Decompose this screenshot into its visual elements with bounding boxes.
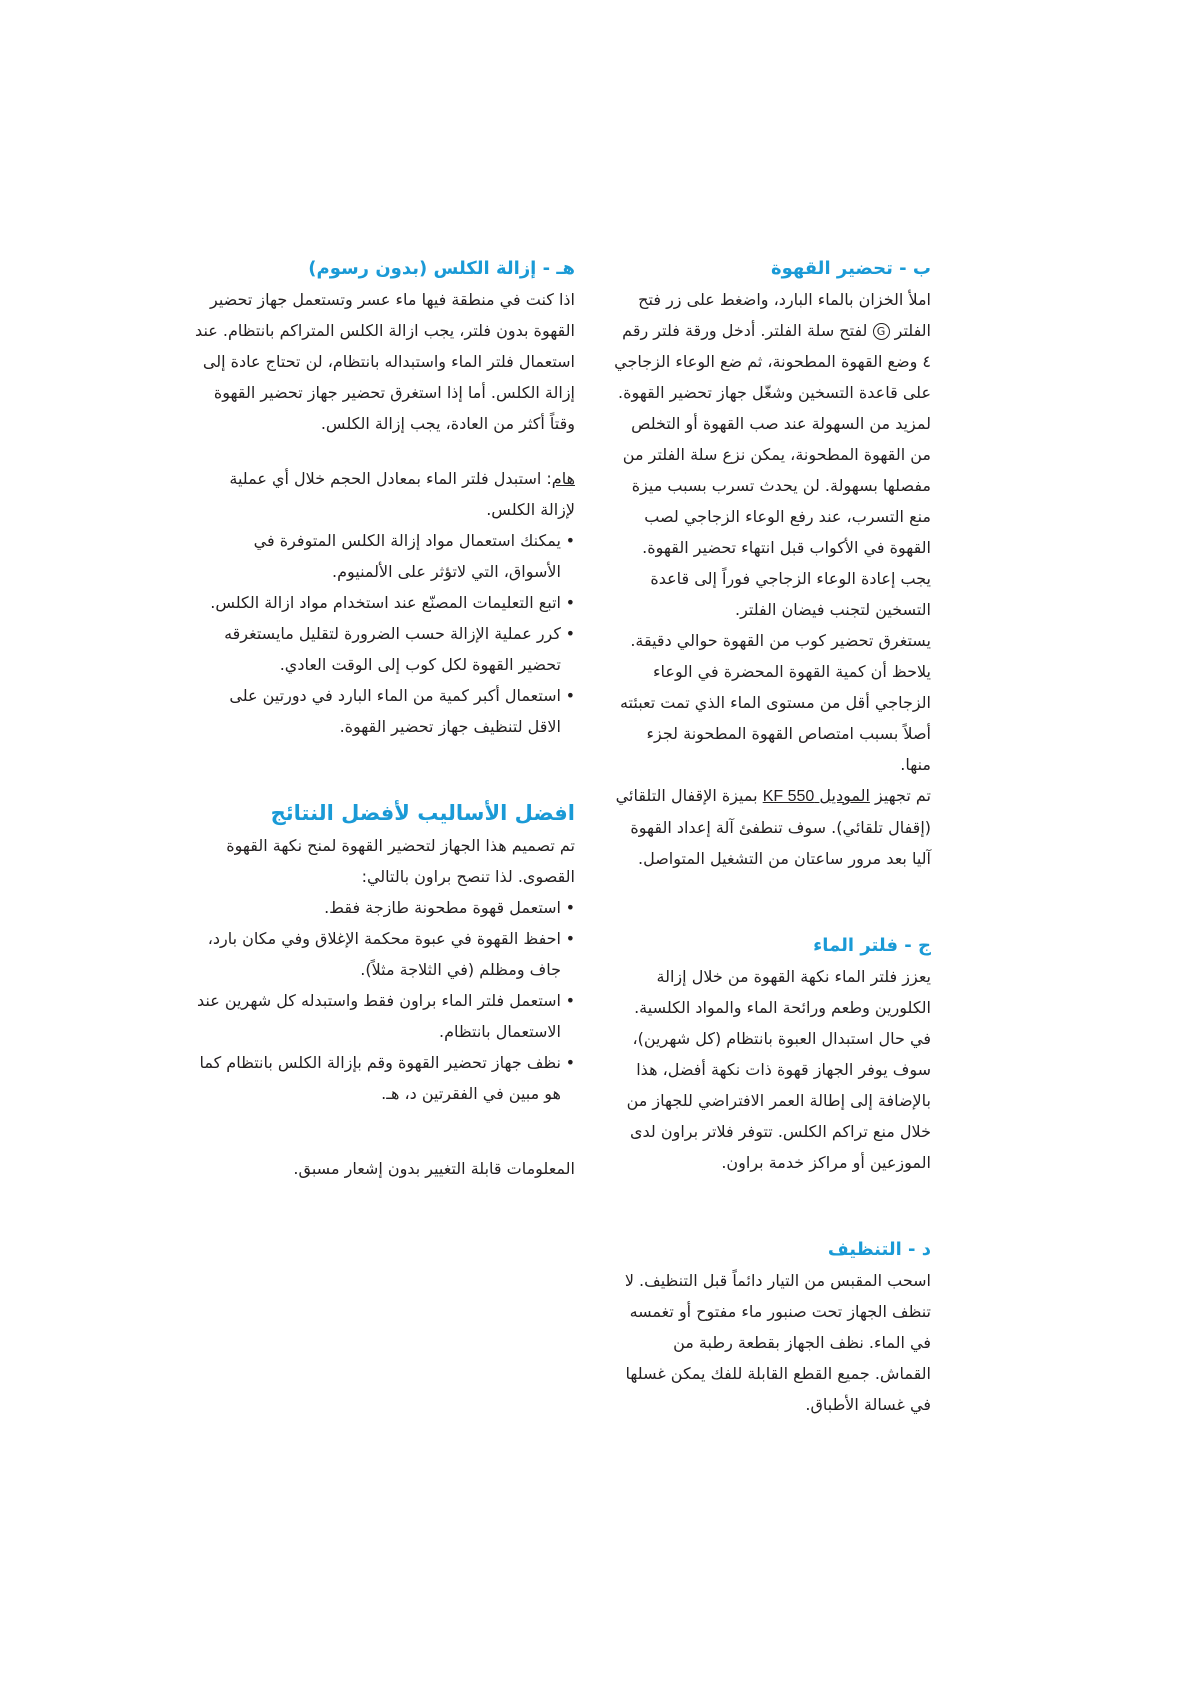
list-item: • احفظ القهوة في عبوة محكمة الإغلاق وفي مكان بارد، جاف ومظلم (في الثلاجة مثلاً). (195, 923, 575, 985)
note-label: هام (551, 469, 575, 488)
list-item: • كرر عملية الإزالة حسب الضرورة لتقليل مايستغرقه تحضير القهوة لكل كوب إلى الوقت العادي. (195, 618, 575, 680)
section-b-paragraph-2: يستغرق تحضير كوب من القهوة حوالي دقيقة. يلاحظ أن كمية القهوة المحضرة في الوعاء الزجاجي أقل من مستوى الماء الذي تمت تعبئته أصلاً بسبب امتصاص القهوة المطحونة لجزء منها. (619, 631, 931, 774)
section-best-title: افضل الأساليب لأفضل النتائج (270, 801, 575, 825)
list-item: • استعمال أكبر كمية من الماء البارد في دورتين على الاقل لتنظيف جهاز تحضير القهوة. (195, 680, 575, 742)
section-b (613, 253, 931, 874)
list-item: • نظف جهاز تحضير القهوة وقم بإزالة الكلس بانتظام كما هو مبين في الفقرتين د، هـ. (195, 1047, 575, 1109)
list-item: • استعمل قهوة مطحونة طازجة فقط. (195, 892, 575, 923)
section-b-paragraph-1: املأ الخزان بالماء البارد، واضغط على زر فتح الفلتر G لفتح سلة الفلتر. أدخل ورقة فلتر رقم ٤ وضع القهوة المطحونة، ثم ضع الوعاء الزجاجي على قاعدة التسخين وشغّل جهاز تحضير القهوة. لمزيد من السهولة عند صب القهوة أو التخلص من القهوة المطحونة، يمكن نزع سلة الفلتر من مفصلها بسهولة. لن يحدث تسرب بسبب ميزة منع التسرب، عند رفع الوعاء الزجاجي لصب القهوة في الأكواب قبل انتهاء تحضير القهوة. يجب إعادة الوعاء الزجاجي فوراً إلى قاعدة التسخين لتجنب فيضان الفلتر. (614, 290, 931, 619)
model-underlined: الموديل KF 550 (762, 786, 870, 805)
section-e-title: هـ - إزالة الكلس (بدون رسوم) (308, 258, 575, 279)
filter-button-g-icon: G (873, 323, 890, 340)
section-e-bullets (195, 525, 575, 742)
section-c (613, 930, 931, 1178)
left-column (195, 253, 575, 1184)
section-best (195, 796, 575, 1109)
section-e-paragraph: اذا كنت في منطقة فيها ماء عسر وتستعمل جهاز تحضير القهوة بدون فلتر، يجب ازالة الكلس المتراكم بانتظام. عند استعمال فلتر الماء واستبداله بانتظام، لن تحتاج عادة إلى إزالة الكلس. أما إذا استغرق تحضير جهاز تحضير القهوة وقتاً أكثر من العادة، يجب إزالة الكلس. (195, 290, 575, 433)
section-d (613, 1234, 931, 1420)
right-column (613, 253, 931, 1420)
section-c-paragraph: يعزز فلتر الماء نكهة القهوة من خلال إزالة الكلورين وطعم ورائحة الماء والمواد الكلسية. في حال استبدال العبوة بانتظام (كل شهرين)، سوف يوفر الجهاز قهوة ذات نكهة أفضل، هذا بالإضافة إلى إطالة العمر الافتراضي للجهاز من خلال منع تراكم الكلس. تتوفر فلاتر براون لدى الموزعين أو مراكز خدمة براون. (626, 967, 931, 1172)
section-d-paragraph: اسحب المقبس من التيار دائماً قبل التنظيف. لا تنظف الجهاز تحت صنبور ماء مفتوح أو تغمسه في الماء. نظف الجهاز بقطعة رطبة من القماش. جميع القطع القابلة للفك يمكن غسلها في غسالة الأطباق. (624, 1271, 931, 1414)
footer-note: المعلومات قابلة التغيير بدون إشعار مسبق. (293, 1159, 575, 1178)
list-item: • اتبع التعليمات المصنّع عند استخدام مواد ازالة الكلس. (195, 587, 575, 618)
section-d-title: د - التنظيف (827, 1239, 931, 1260)
section-b-title: ب - تحضير القهوة (770, 258, 931, 279)
section-e-note: هام: استبدل فلتر الماء بمعادل الحجم خلال أي عملية لإزالة الكلس. (229, 469, 575, 519)
list-item: • يمكنك استعمال مواد إزالة الكلس المتوفرة في الأسواق، التي لاتؤثر على الألمنيوم. (195, 525, 575, 587)
section-e (195, 253, 575, 742)
list-item: • استعمل فلتر الماء براون فقط واستبدله كل شهرين عند الاستعمال بانتظام. (195, 985, 575, 1047)
section-b-paragraph-3: تم تجهيز الموديل KF 550 بميزة الإقفال التلقائي (إقفال تلقائي). سوف تنطفئ آلة إعداد القهوة آليا بعد مرور ساعتان من التشغيل المتواصل. (615, 786, 931, 868)
section-best-bullets (195, 892, 575, 1109)
model-number: KF 550 (762, 788, 815, 805)
section-c-title: ج - فلتر الماء (813, 935, 931, 956)
section-best-intro: تم تصميم هذا الجهاز لتحضير القهوة لمنح نكهة القهوة القصوى. لذا تنصح براون بالتالي: (226, 836, 575, 886)
